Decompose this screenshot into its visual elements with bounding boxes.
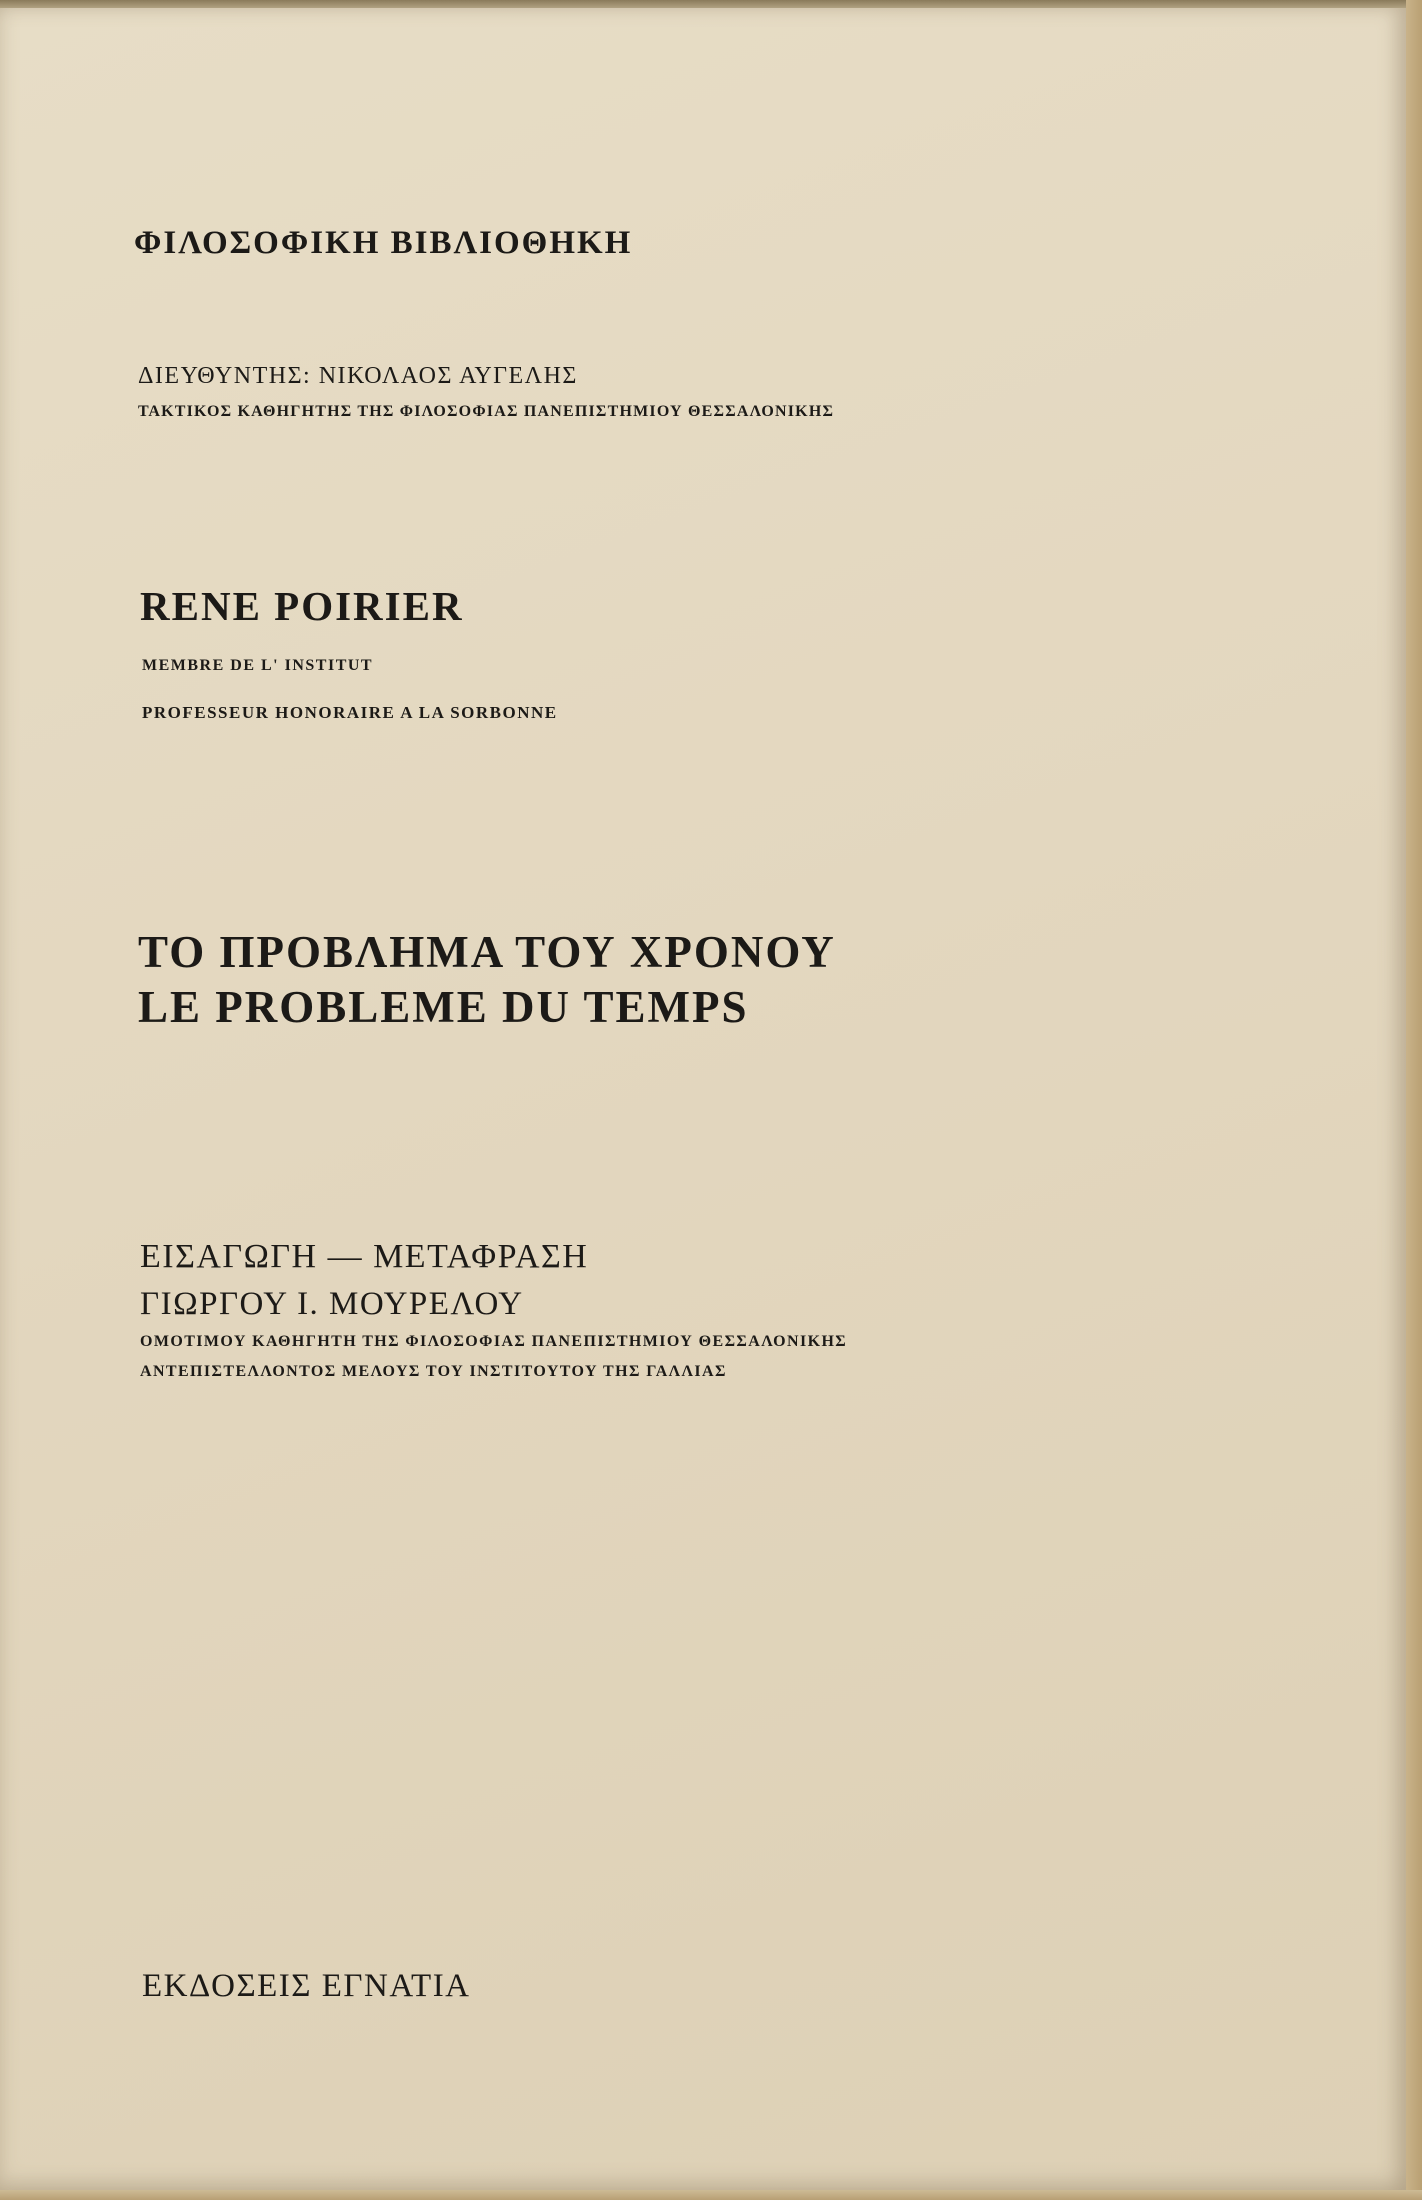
translator-affiliation-2: ΑΝΤΕΠΙΣΤΕΛΛΟΝΤΟΣ ΜΕΛΟΥΣ ΤΟΥ ΙΝΣΤΙΤΟΥΤΟΥ ΤΗΣ ΓΑΛΛΙΑΣ [140,1363,727,1380]
book-page [0,8,1406,2192]
translator-name: ΓΙΩΡΓΟΥ Ι. ΜΟΥΡΕΛΟΥ [140,1286,524,1322]
page-bottom-edge [0,2190,1422,2200]
series-director: ΔΙΕΥΘΥΝΤΗΣ: ΝΙΚΟΛΑΟΣ ΑΥΓΕΛΗΣ [138,363,578,389]
page-right-edge [1406,0,1422,2200]
author-name: RENE POIRIER [140,583,464,629]
publisher-name: ΕΚΔΟΣΕΙΣ ΕΓΝΑΤΙΑ [142,1968,471,2004]
book-title-greek: ΤΟ ΠΡΟΒΛΗΜΑ ΤΟΥ ΧΡΟΝΟΥ [138,927,836,977]
translator-role: ΕΙΣΑΓΩΓΗ — ΜΕΤΑΦΡΑΣΗ [140,1238,589,1275]
series-director-title: ΤΑΚΤΙΚΟΣ ΚΑΘΗΓΗΤΗΣ ΤΗΣ ΦΙΛΟΣΟΦΙΑΣ ΠΑΝΕΠΙΣΤΗΜΙΟΥ ΘΕΣΣΑΛΟΝΙΚΗΣ [138,403,835,420]
translator-affiliation-1: ΟΜΟΤΙΜΟΥ ΚΑΘΗΓΗΤΗ ΤΗΣ ΦΙΛΟΣΟΦΙΑΣ ΠΑΝΕΠΙΣΤΗΜΙΟΥ ΘΕΣΣΑΛΟΝΙΚΗΣ [140,1333,848,1350]
book-title-french: LE PROBLEME DU TEMPS [138,982,749,1032]
author-affiliation-1: MEMBRE DE L' INSTITUT [142,657,374,674]
author-affiliation-2: PROFESSEUR HONORAIRE A LA SORBONNE [142,703,558,722]
series-title: ΦΙΛΟΣΟΦΙΚΗ ΒΙΒΛΙΟΘΗΚΗ [134,225,633,261]
